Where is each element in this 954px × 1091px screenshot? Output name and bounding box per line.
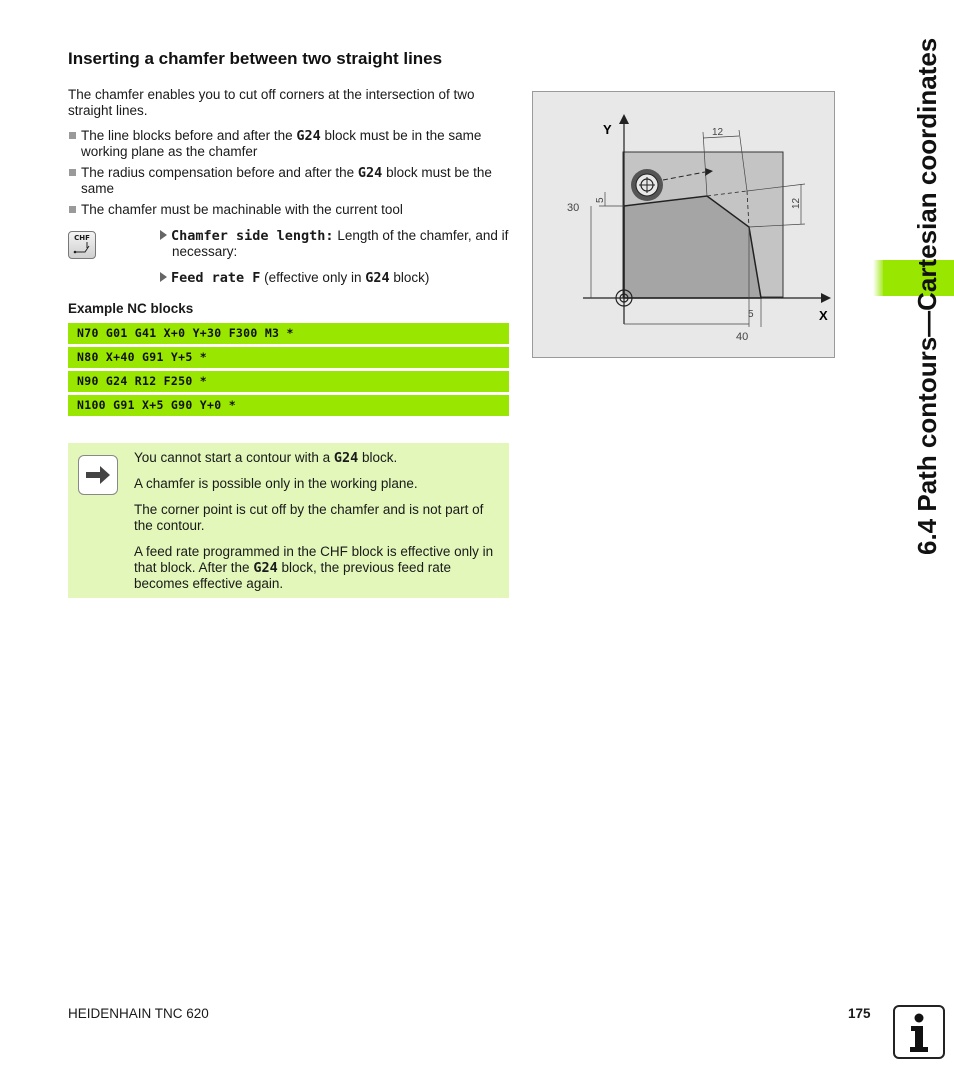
dim-12-right: 12 — [791, 197, 802, 209]
dim-5-left: 5 — [595, 197, 606, 203]
dim-30: 30 — [567, 202, 580, 214]
nc-block: N80 X+40 G91 Y+5 * — [68, 347, 509, 368]
example-heading: Example NC blocks — [68, 301, 194, 316]
list-item: The line blocks before and after the G24 block must be in the same working plane as the chamfer — [68, 128, 510, 160]
nc-block: N100 G91 X+5 G90 Y+0 * — [68, 395, 509, 416]
note-line: The corner point is cut off by the chamfer and is not part of the contour. — [134, 502, 484, 533]
inline-code: G24 — [357, 165, 383, 181]
chamfer-diagram — [532, 91, 835, 358]
list-item: The chamfer must be machinable with the current tool — [68, 202, 510, 218]
triangle-bullet-icon — [160, 272, 167, 282]
bullet-square-icon — [69, 169, 76, 176]
dim-5-bottom: 5 — [748, 309, 754, 320]
inline-code: G24 — [365, 270, 390, 286]
footer-product: HEIDENHAIN TNC 620 — [68, 1006, 209, 1021]
triangle-bullet-icon — [160, 230, 167, 240]
note-text — [134, 450, 502, 602]
inline-code: G24 — [333, 450, 359, 466]
x-axis-arrow-icon — [821, 293, 831, 303]
chf-key-label: CHF — [74, 234, 90, 242]
chamfer-symbol-icon — [69, 232, 95, 258]
chapter-side-title: 6.4 Path contours—Cartesian coordinates — [912, 37, 942, 555]
bullet-square-icon — [69, 206, 76, 213]
note-line: A feed rate programmed in the CHF block is effective only in that block. After the G24 block, the previous feed rate becomes effective again. — [134, 544, 494, 591]
arrow-right-icon — [78, 455, 118, 495]
param-feed-rate: Feed rate F (effective only in G24 block) — [160, 270, 510, 286]
section-heading: Inserting a chamfer between two straight lines — [68, 49, 443, 68]
param-chamfer-length: Chamfer side length: Length of the chamfer, and if necessary: — [160, 228, 522, 260]
note-line: You cannot start a contour with a G24 block. — [134, 450, 398, 466]
nc-block: N70 G01 G41 X+0 Y+30 F300 M3 * — [68, 323, 509, 344]
inline-code: G24 — [296, 128, 321, 144]
milling-tool-icon — [631, 169, 663, 201]
inline-code: G24 — [253, 560, 278, 576]
y-axis-label: Y — [603, 122, 612, 137]
page-number: 175 — [848, 1006, 871, 1021]
list-item: The radius compensation before and after the G24 block must be the same — [68, 165, 510, 197]
param-code: Chamfer side length: — [171, 228, 334, 244]
x-axis-label: X — [819, 308, 828, 323]
nc-block: N90 G24 R12 F250 * — [68, 371, 509, 392]
dim-40: 40 — [736, 331, 749, 343]
intro-paragraph: The chamfer enables you to cut off corners at the intersection of two straight lines. — [68, 87, 475, 118]
info-icon — [893, 1005, 945, 1059]
y-axis-arrow-icon — [619, 114, 629, 124]
bullet-square-icon — [69, 132, 76, 139]
dim-12-top: 12 — [712, 127, 724, 138]
note-line: A chamfer is possible only in the working plane. — [134, 476, 418, 491]
requirements-list — [68, 128, 510, 223]
chamfer-key-icon — [68, 231, 96, 259]
param-code: Feed rate F — [171, 270, 261, 286]
